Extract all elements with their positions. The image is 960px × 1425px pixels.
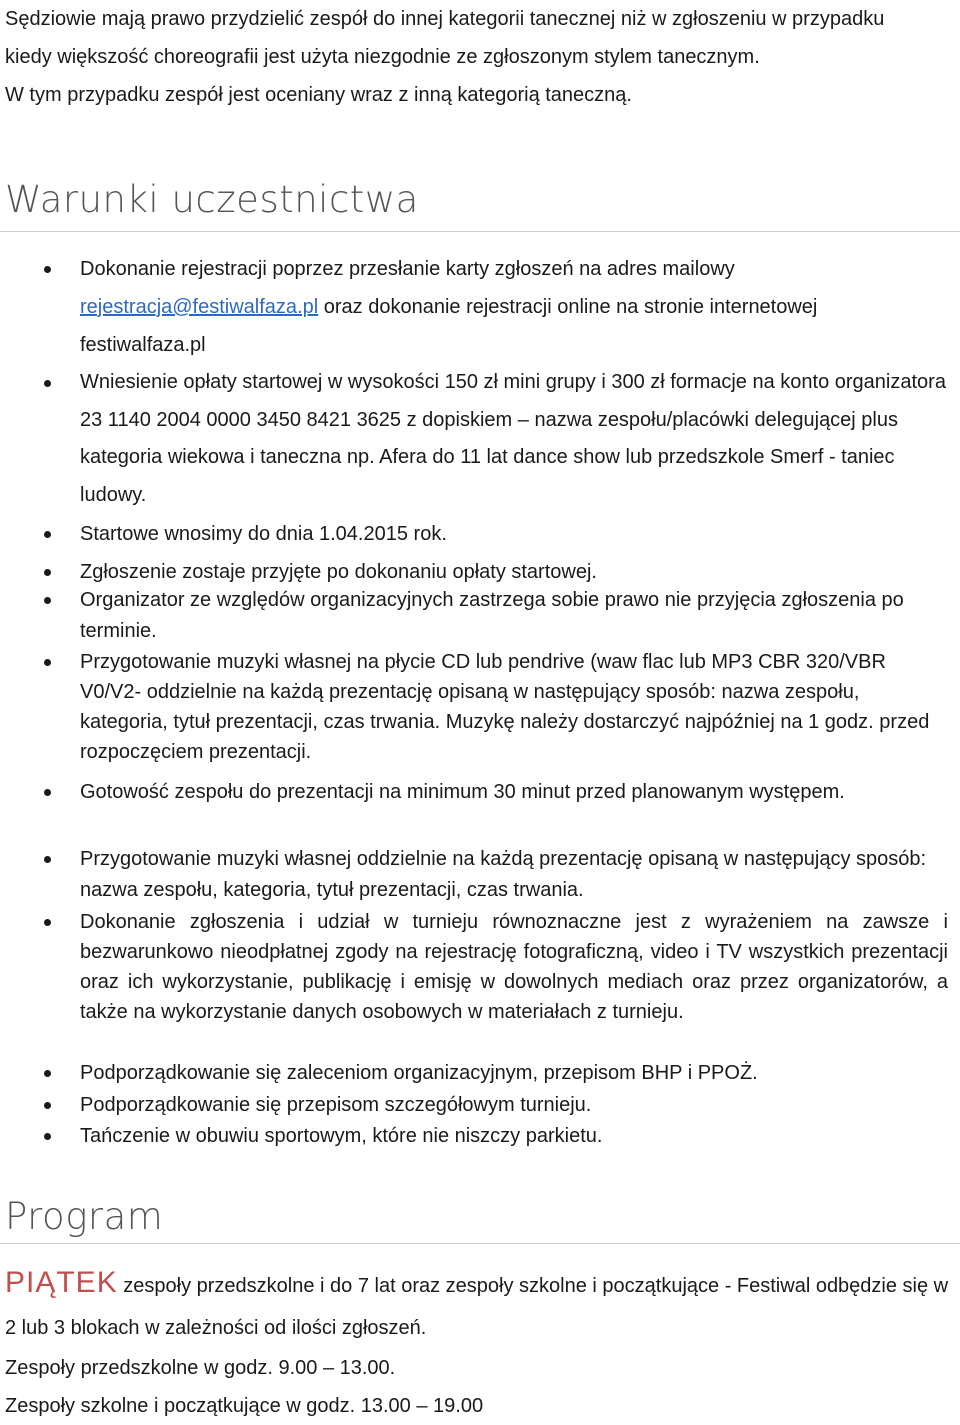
- bullet-icon: [44, 1070, 51, 1077]
- bullet-4-text: Zgłoszenie zostaje przyjęte po dokonaniu opłaty startowej.: [80, 561, 597, 583]
- bullet-1-text: Dokonanie rejestracji poprzez przesłanie karty zgłoszeń na adres mailowy: [80, 258, 735, 280]
- email-link[interactable]: rejestracja@festiwalfaza.pl: [80, 296, 319, 318]
- bullet-icon: [44, 919, 51, 926]
- intro-paragraph-1: Sędziowie mają prawo przydzielić zespół do innej kategorii tanecznej niż w zgłoszeniu w przypadku kiedy większość choreografii jest użyta niezgodnie ze zgłoszonym stylem tanecznym.: [5, 8, 885, 68]
- intro-paragraph-2: W tym przypadku zespół jest oceniany wraz z inną kategorią taneczną.: [5, 84, 632, 106]
- bullet-icon: [44, 659, 51, 666]
- bullet-12-text: Tańczenie w obuwiu sportowym, które nie niszczy parkietu.: [80, 1125, 603, 1147]
- bullet-7-text: Gotowość zespołu do prezentacji na minimum 30 minut przed planowanym występem.: [80, 781, 845, 803]
- bullet-icon: [44, 1102, 51, 1109]
- intro-block: [5, 0, 952, 114]
- bullet-3-text: Startowe wnosimy do dnia 1.04.2015 rok.: [80, 523, 447, 545]
- bullet-6-text: Przygotowanie muzyki własnej na płycie CD lub pendrive (waw flac lub MP3 CBR 320/VBR V0/V2- oddzielnie na każdą prezentację opisaną w następujący sposób: nazwa zespołu, kategoria, tytuł prezentacji, czas trwania. Muzykę należy dostarczyć najpóźniej na 1 godz. przed rozpoczęciem prezentacji.: [80, 651, 930, 763]
- bullet-5-text: Organizator ze względów organizacyjnych zastrzega sobie prawo nie przyjęcia zgłoszenia po terminie.: [80, 589, 904, 642]
- bullet-9-text: Dokonanie zgłoszenia i udział w turnieju równoznaczne jest z wyrażeniem na zawsze i bezwarunkowo nieodpłatnej zgody na rejestrację fotograficzną, video i TV wszystkich prezentacji oraz ich wykorzystanie, publikację i emisję w dowolnych mediach oraz przez organizatorów, a także na wykorzystanie danych osobowych w materiałach z turnieju.: [80, 911, 948, 1023]
- program-friday: [5, 1262, 952, 1425]
- bullet-icon: [44, 380, 51, 387]
- day-label: PIĄTEK: [5, 1266, 118, 1299]
- section-warunki: [5, 178, 952, 221]
- heading-warunki: Warunki uczestnictwa: [5, 178, 419, 221]
- bullet-icon: [44, 597, 51, 604]
- program-line-school: Zespoły szkolne i początkujące w godz. 13.00 – 19.00: [5, 1395, 484, 1417]
- bullet-icon: [44, 789, 51, 796]
- heading-program: Program: [5, 1195, 164, 1238]
- bullet-10-text: Podporządkowanie się zaleceniom organizacyjnym, przepisom BHP i PPOŻ.: [80, 1062, 758, 1084]
- bullet-icon: [44, 531, 51, 538]
- section-program: [5, 1195, 952, 1238]
- bullet-2-text: Wniesienie opłaty startowej w wysokości 150 zł mini grupy i 300 zł formacje na konto organizatora 23 1140 2004 0000 3450 8421 3625 z dopiskiem – nazwa zespołu/placówki delegującej plus kategoria wiekowa i taneczna np. Afera do 11 lat dance show lub przedszkole Smerf - taniec ludowy.: [80, 371, 946, 506]
- bullet-icon: [44, 856, 51, 863]
- heading-divider: [0, 231, 960, 232]
- bullet-11-text: Podporządkowanie się przepisom szczegółowym turnieju.: [80, 1094, 592, 1116]
- bullet-1-text-after: oraz dokonanie rejestracji online na stronie internetowej festiwalfaza.pl: [80, 296, 818, 356]
- bullet-icon: [44, 569, 51, 576]
- bullet-icon: [44, 266, 51, 273]
- program-line-preschool: Zespoły przedszkolne w godz. 9.00 – 13.00.: [5, 1357, 396, 1379]
- heading-divider: [0, 1243, 960, 1244]
- day-description: zespoły przedszkolne i do 7 lat oraz zespoły szkolne i początkujące - Festiwal odbędzie się w 2 lub 3 blokach w zależności od ilości zgłoszeń.: [5, 1275, 949, 1339]
- bullet-8-text: Przygotowanie muzyki własnej oddzielnie na każdą prezentację opisaną w następujący sposób: nazwa zespołu, kategoria, tytuł prezentacji, czas trwania.: [80, 848, 927, 901]
- bullet-icon: [44, 1133, 51, 1140]
